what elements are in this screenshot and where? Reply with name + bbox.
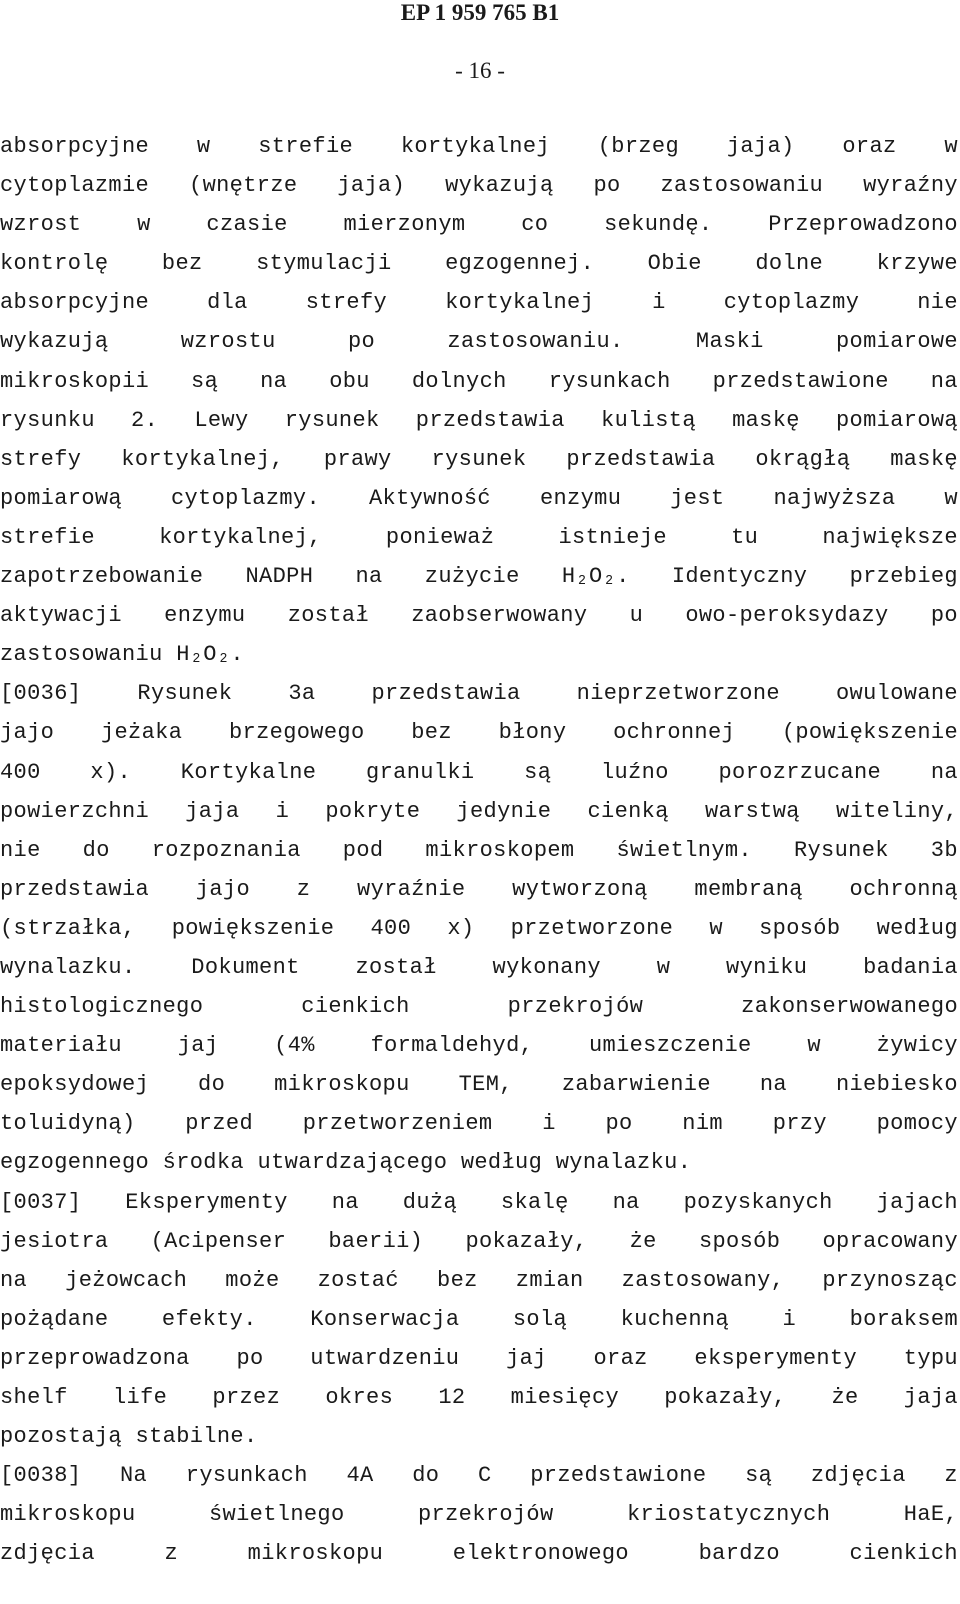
word: po — [593, 173, 621, 199]
word: 3a — [288, 681, 316, 707]
word: przy — [772, 1111, 827, 1137]
word: mikroskopem — [425, 837, 575, 863]
word: na — [260, 368, 288, 394]
word: kortykalnej, — [159, 524, 322, 550]
word: solą — [512, 1306, 568, 1332]
word: przekrojów — [507, 994, 644, 1020]
word: i — [275, 798, 290, 824]
word: maskę — [890, 446, 958, 472]
word: jajach — [876, 1189, 958, 1215]
word: 12 — [438, 1385, 466, 1410]
word: są — [745, 1463, 773, 1489]
word: maskę — [732, 407, 800, 433]
word: cytoplazmy — [723, 290, 860, 316]
text-line — [0, 1495, 958, 1534]
word: luźno — [601, 759, 669, 785]
word: 400 — [370, 915, 412, 941]
word: utwardzeniu — [310, 1345, 460, 1371]
word: środka — [162, 1150, 244, 1176]
text-line — [0, 713, 958, 752]
word: 3b — [930, 837, 958, 863]
word: przedstawione — [530, 1463, 707, 1489]
word: histologicznego — [0, 994, 204, 1020]
word: x). — [90, 759, 132, 785]
word: life — [112, 1385, 168, 1410]
word: na — [930, 759, 958, 785]
word: Dokument — [191, 954, 300, 980]
text-line — [0, 1183, 958, 1222]
word: zmian — [515, 1267, 584, 1293]
word: rysunek — [431, 446, 527, 472]
word: prawy — [323, 446, 392, 472]
word: rozpoznania — [151, 837, 301, 863]
word: są — [191, 368, 219, 394]
word: zastosowaniu. — [447, 329, 624, 355]
word: nie — [0, 837, 41, 863]
word: bardzo — [698, 1541, 780, 1567]
word: powierzchni — [0, 798, 150, 824]
word: membraną — [694, 876, 803, 902]
word: Identyczny — [671, 564, 808, 590]
word: wynalazku. — [555, 1150, 692, 1176]
word: 400 — [0, 759, 41, 785]
word: po — [236, 1345, 264, 1371]
word: opracowany — [822, 1228, 958, 1254]
word: że — [831, 1385, 859, 1410]
text-line — [0, 792, 958, 831]
word: kontrolę — [0, 251, 109, 277]
word: egzogennego — [0, 1150, 150, 1176]
word: mikroskopu — [274, 1072, 410, 1098]
word: sposób — [759, 915, 841, 941]
text-line — [0, 127, 958, 166]
word: po — [347, 329, 376, 355]
word: ochronną — [849, 876, 958, 902]
word: epoksydowej — [0, 1072, 150, 1098]
word: NADPH — [245, 564, 314, 590]
word: najwyższa — [773, 485, 896, 511]
word: pomocy — [876, 1111, 958, 1137]
text-line — [0, 948, 958, 987]
word: pomiarową — [836, 407, 958, 433]
word: przebieg — [849, 564, 958, 590]
patent-header: EP 1 959 765 B1 — [400, 0, 560, 25]
word: toluidyną) — [0, 1111, 136, 1137]
text-line — [0, 440, 958, 479]
text-line — [0, 401, 958, 440]
word: są — [524, 759, 552, 785]
word: wykonany — [492, 954, 601, 980]
word: miesięcy — [510, 1385, 620, 1410]
word: wzrost — [0, 212, 82, 238]
word: cienkich — [849, 1541, 958, 1567]
word: został — [287, 603, 370, 629]
word: ponieważ — [385, 524, 495, 550]
word: mikroskopii — [0, 368, 150, 394]
word: absorpcyjne — [0, 290, 150, 316]
word: powiększenie — [171, 915, 335, 941]
word: zastosowaniu — [0, 642, 163, 668]
word: zastosowany, — [621, 1267, 785, 1293]
word: mikroskopu — [0, 1502, 136, 1528]
word: okres — [325, 1385, 394, 1410]
word: 4A — [346, 1463, 374, 1489]
word: HaE, — [903, 1502, 958, 1528]
word: dolnych — [411, 368, 507, 394]
word: rysunkach — [548, 368, 671, 394]
word: pomiarowe — [836, 329, 958, 355]
word: dla — [207, 290, 248, 316]
word: rysunek — [284, 407, 380, 433]
word: H₂O₂. — [176, 642, 244, 668]
word: jaja) — [337, 173, 406, 199]
text-line — [0, 870, 958, 909]
word: mierzonym — [343, 212, 466, 238]
word: skalę — [500, 1189, 569, 1215]
word: Obie — [647, 251, 702, 277]
word: na — [331, 1189, 359, 1215]
word: może — [225, 1267, 280, 1293]
word: w — [944, 485, 958, 511]
word: wykazują — [445, 173, 554, 199]
word: na — [930, 368, 958, 394]
word: bez — [437, 1267, 478, 1293]
text-line — [0, 322, 958, 361]
word: żywicy — [876, 1033, 958, 1059]
word: pod — [342, 837, 384, 863]
word: zaobserwowany — [411, 603, 588, 629]
word: z — [296, 876, 311, 902]
word: i — [652, 290, 666, 316]
word: efekty. — [161, 1306, 257, 1332]
word: w — [137, 212, 151, 238]
text-line — [0, 987, 958, 1026]
word: kriostatycznych — [627, 1502, 831, 1528]
text-line — [0, 753, 958, 792]
word: po — [930, 603, 958, 629]
word: (powiększenie — [781, 720, 958, 746]
text-line — [0, 1222, 958, 1261]
word: zdjęcia — [810, 1463, 906, 1489]
word: przedstawione — [712, 368, 889, 394]
word: kortykalnej — [445, 290, 595, 316]
word: kortykalnej, — [121, 446, 284, 472]
word: elektronowego — [452, 1541, 629, 1567]
text-line — [0, 1104, 958, 1143]
text-line — [0, 909, 958, 948]
word: jesiotra — [0, 1228, 109, 1254]
word: przetworzeniem — [302, 1111, 493, 1137]
word: krzywe — [876, 251, 958, 277]
word: jaj — [177, 1033, 219, 1059]
word: badania — [863, 954, 958, 980]
word: zakonserwowanego — [741, 994, 958, 1020]
word: jeżowcach — [65, 1267, 188, 1293]
word: wyniku — [726, 954, 808, 980]
word: [0036] — [0, 681, 82, 707]
word: rysunku — [0, 407, 95, 433]
word: strefie — [258, 134, 354, 159]
word: bez — [411, 720, 452, 746]
word: zostać — [317, 1267, 399, 1293]
word: do — [412, 1463, 440, 1489]
word: jajo — [195, 876, 251, 902]
word: największe — [822, 524, 958, 550]
word: warstwą — [704, 798, 800, 824]
word: H₂O₂. — [561, 564, 630, 590]
word: brzegowego — [228, 720, 365, 746]
word: pozostają — [0, 1424, 122, 1450]
word: zdjęcia — [0, 1541, 95, 1567]
text-line — [0, 1534, 958, 1573]
word: aktywacji — [0, 603, 122, 629]
word: wynalazku. — [0, 954, 136, 980]
text-line — [0, 831, 958, 870]
word: strefie — [0, 524, 95, 550]
word: [0037] — [0, 1189, 82, 1215]
page-number: - 16 - — [455, 58, 505, 83]
word: przedstawia — [566, 446, 716, 472]
word: na — [759, 1072, 787, 1098]
word: egzogennej. — [445, 251, 595, 277]
word: owulowane — [836, 681, 958, 707]
text-line — [0, 362, 958, 401]
word: rysunkach — [185, 1463, 308, 1489]
word: boraksem — [849, 1306, 958, 1332]
word: Kortykalne — [180, 759, 317, 785]
text-line — [0, 244, 958, 283]
word: Rysunek — [793, 837, 889, 863]
word: Aktywność — [369, 485, 491, 511]
word: przedstawia — [415, 407, 565, 433]
word: porozrzucane — [718, 759, 882, 785]
word: C — [478, 1463, 492, 1489]
word: kuchenną — [620, 1306, 730, 1332]
word: cienką — [587, 798, 669, 824]
word: w — [196, 134, 211, 159]
word: pomiarową — [0, 485, 122, 511]
word: jedynie — [456, 798, 552, 824]
document-body — [0, 127, 958, 1573]
word: został — [355, 954, 437, 980]
word: świetlnym. — [616, 837, 752, 863]
word: Rysunek — [137, 681, 233, 707]
word: świetlnego — [209, 1502, 345, 1528]
word: że — [629, 1228, 657, 1254]
word: 2. — [131, 407, 159, 433]
word: strefy — [305, 290, 388, 316]
word: jeżaka — [100, 720, 183, 746]
text-line — [0, 205, 958, 244]
word: cienkich — [301, 994, 410, 1020]
word: na — [355, 564, 383, 590]
word: na — [612, 1189, 640, 1215]
word: jajo — [0, 720, 55, 746]
text-line — [0, 1378, 958, 1417]
word: cytoplazmie — [0, 173, 150, 199]
text-line — [0, 1065, 958, 1104]
word: wzrostu — [180, 329, 276, 355]
word: do — [198, 1072, 226, 1098]
word: nie — [917, 290, 958, 316]
word: na — [0, 1267, 28, 1293]
word: baerii) — [328, 1228, 424, 1254]
word: istnieje — [558, 524, 667, 550]
word: zapotrzebowanie — [0, 564, 204, 590]
word: jest — [670, 485, 725, 511]
word: owo-peroksydazy — [685, 603, 889, 629]
word: i — [782, 1306, 797, 1332]
word: [0038] — [0, 1463, 82, 1489]
text-line — [0, 1026, 958, 1065]
word: przed — [185, 1111, 254, 1137]
word: ochronnej — [613, 720, 736, 746]
word: w — [944, 134, 958, 159]
word: według — [460, 1150, 543, 1176]
text-line — [0, 283, 958, 322]
word: Na — [120, 1463, 148, 1489]
word: (wnętrze — [189, 173, 298, 199]
word: przez — [212, 1385, 281, 1410]
text-line — [0, 674, 958, 713]
word: dużą — [402, 1189, 458, 1215]
text-line — [0, 1261, 958, 1300]
word: Przeprowadzono — [768, 212, 958, 238]
text-line — [0, 596, 958, 635]
word: eksperymenty — [694, 1345, 858, 1371]
word: przynosząc — [822, 1267, 958, 1293]
text-line — [0, 1456, 958, 1495]
word: i — [542, 1111, 556, 1137]
word: wyraźnie — [357, 876, 466, 902]
word: pokazały, — [465, 1228, 588, 1254]
text-line — [0, 1300, 958, 1339]
word: pokazały, — [664, 1385, 787, 1410]
word: pozyskanych — [683, 1189, 833, 1215]
word: z — [164, 1541, 179, 1567]
word: w — [807, 1033, 821, 1059]
word: w — [656, 954, 671, 980]
word: witeliny, — [836, 798, 958, 824]
word: enzymu — [539, 485, 622, 511]
word: dolne — [755, 251, 824, 277]
word: stabilne. — [135, 1424, 258, 1450]
word: (Acipenser — [150, 1228, 287, 1254]
word: enzymu — [164, 603, 246, 629]
word: przedstawia — [0, 876, 150, 902]
word: (strzałka, — [0, 915, 136, 941]
word: TEM, — [458, 1072, 513, 1098]
word: shelf — [0, 1385, 68, 1410]
word: bez — [161, 251, 203, 277]
word: przeprowadzona — [0, 1345, 190, 1371]
text-line — [0, 635, 958, 674]
word: stymulacji — [256, 251, 392, 277]
word: Konserwacja — [310, 1306, 460, 1332]
word: przedstawia — [371, 681, 521, 707]
word: kulistą — [601, 407, 696, 433]
word: w — [709, 915, 723, 941]
word: jaj — [506, 1345, 547, 1371]
word: wyraźny — [863, 173, 958, 199]
word: przekrojów — [418, 1502, 554, 1528]
word: typu — [903, 1345, 958, 1371]
word: czasie — [206, 212, 288, 238]
word: błony — [498, 720, 567, 746]
text-line — [0, 166, 958, 205]
word: co — [521, 212, 549, 238]
word: u — [629, 603, 644, 629]
word: x) — [447, 915, 475, 941]
word: zastosowaniu — [660, 173, 824, 199]
word: granulki — [366, 759, 475, 785]
word: nieprzetworzone — [576, 681, 780, 707]
word: wykazują — [0, 329, 109, 355]
word: do — [82, 837, 110, 863]
word: jaja — [185, 798, 240, 824]
word: (4% — [274, 1033, 315, 1059]
word: jaja — [903, 1385, 958, 1410]
word: oraz — [593, 1345, 648, 1371]
word: absorpcyjne — [0, 134, 150, 159]
word: zabarwienie — [561, 1072, 711, 1098]
word: nim — [682, 1111, 723, 1137]
word: oraz — [842, 134, 897, 159]
text-line — [0, 1417, 958, 1456]
word: umieszczenie — [588, 1033, 752, 1059]
word: materiału — [0, 1033, 122, 1059]
text-line — [0, 1143, 958, 1182]
word: po — [605, 1111, 633, 1137]
word: strefy — [0, 446, 82, 472]
word: sposób — [698, 1228, 781, 1254]
word: Lewy — [194, 407, 249, 433]
word: według — [876, 915, 958, 941]
word: mikroskopu — [247, 1541, 384, 1567]
text-line — [0, 479, 958, 518]
word: pożądane — [0, 1306, 109, 1332]
word: obu — [329, 368, 370, 394]
word: niebiesko — [835, 1072, 958, 1098]
word: cytoplazmy. — [170, 485, 321, 511]
word: Maski — [695, 329, 764, 355]
word: Eksperymenty — [125, 1189, 288, 1215]
word: (brzeg — [597, 134, 680, 159]
word: okrągłą — [755, 446, 851, 472]
word: przetworzone — [510, 915, 674, 941]
text-line — [0, 518, 958, 557]
text-line — [0, 1339, 958, 1378]
word: tu — [731, 524, 759, 550]
word: pokryte — [325, 798, 421, 824]
word: kortykalnej — [400, 134, 550, 159]
word: formaldehyd, — [370, 1033, 534, 1059]
word: utwardzającego — [257, 1150, 448, 1176]
word: jaja) — [726, 134, 795, 159]
word: sekundę. — [604, 212, 713, 238]
text-line — [0, 557, 958, 596]
word: zużycie — [424, 564, 520, 590]
word: z — [944, 1463, 958, 1489]
word: wytworzoną — [512, 876, 648, 902]
